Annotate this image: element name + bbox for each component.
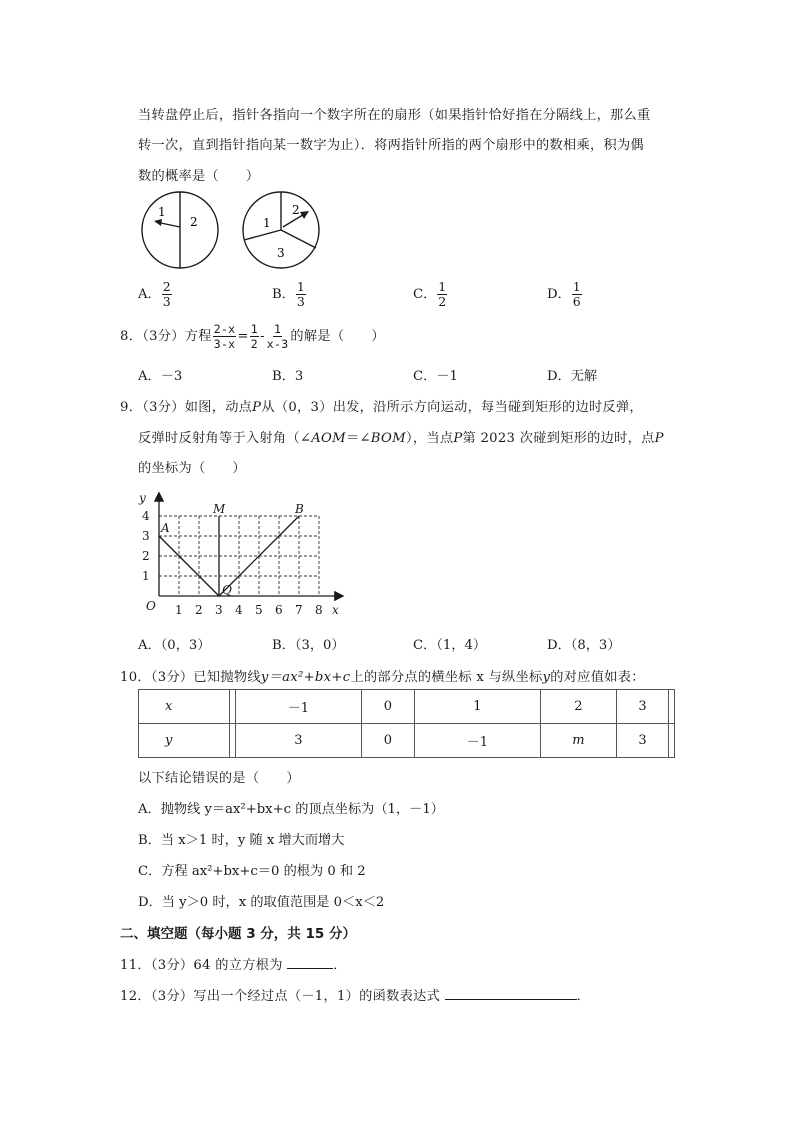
table-cell: 2: [541, 690, 617, 724]
q9-line-1: [120, 396, 643, 415]
q7-option-d[interactable]: [547, 280, 583, 309]
frac-num: 1: [438, 279, 447, 294]
frac-den: 2: [250, 337, 258, 351]
point-m-label: M: [213, 502, 226, 516]
q10-prompt: 以下结论错误的是（ ）: [138, 771, 300, 786]
q8-prefix: 8．（3分）方程: [120, 329, 212, 344]
q8-option-d[interactable]: D．无解: [547, 369, 598, 384]
y-tick: 4: [142, 509, 150, 523]
answer-blank[interactable]: [445, 987, 577, 1000]
spinner-1-label: 1: [158, 205, 166, 219]
q8-suffix: 的解是（ ）: [290, 329, 385, 344]
text: 上的部分点的横坐标 x 与纵坐标: [350, 670, 543, 685]
q8-option-a[interactable]: A．－3: [138, 369, 183, 384]
y-axis-label: y: [139, 491, 146, 505]
table-cell: －1: [414, 724, 540, 758]
spinner-2-label: 1: [263, 216, 271, 230]
table-cell: 3: [616, 724, 669, 758]
frac-num: 1: [250, 322, 258, 336]
table-cell: 3: [235, 724, 361, 758]
q9-option-d[interactable]: D．（8，3）: [547, 638, 621, 653]
q12-text: 12．（3分）写出一个经过点（－1，1）的函数表达式: [120, 989, 441, 1004]
var-y: y: [542, 670, 551, 685]
q12-end: ．: [576, 989, 591, 1004]
frac-den: 2: [438, 294, 447, 309]
q7-option-b[interactable]: [272, 280, 307, 309]
x-tick: 4: [235, 603, 243, 617]
section-title: 二、填空题（每小题 3 分，共 15 分）: [120, 926, 356, 942]
y-tick: 1: [142, 569, 150, 583]
frac-num: 1: [273, 322, 282, 336]
x-tick: 6: [275, 603, 283, 617]
y-tick: 2: [142, 549, 150, 563]
q7-line-1: 当转盘停止后，指针各指向一个数字所在的扇形（如果指针恰好指在分隔线上，那么重: [138, 108, 651, 123]
frac-den: 6: [572, 294, 581, 309]
var-p: P: [654, 431, 664, 446]
option-letter: B．: [272, 287, 295, 302]
spinner-2-label: 2: [292, 203, 300, 217]
text: 从（0，3）出发，沿所示方向运动，每当碰到矩形的边时反弹，: [261, 400, 643, 415]
table-cell: －1: [235, 690, 361, 724]
text: 的对应值如表：: [550, 670, 645, 685]
frac-num: 1: [296, 279, 305, 294]
option-letter: A．: [138, 287, 161, 302]
x-axis-label: x: [332, 603, 339, 617]
table-cell: 0: [362, 724, 415, 758]
q8-option-b[interactable]: B．3: [272, 369, 304, 384]
q11: [120, 954, 347, 973]
x-tick: 3: [215, 603, 223, 617]
q9-option-b[interactable]: B．（3，0）: [272, 638, 345, 653]
x-tick: 2: [195, 603, 203, 617]
table-cell: [669, 690, 675, 724]
answer-blank[interactable]: [287, 956, 333, 969]
parabola-equation: y＝ax²+bx+c: [260, 670, 351, 685]
q9-coordinate-graph: [134, 488, 354, 618]
table-row-y: [139, 724, 675, 758]
q10-stem: [120, 666, 645, 685]
q10-option-d[interactable]: D．当 y＞0 时，x 的取值范围是 0＜x＜2: [138, 895, 385, 910]
q9-option-c[interactable]: C．（1，4）: [413, 638, 487, 653]
minus-sign: -: [259, 329, 265, 344]
angle-bom: BOM: [370, 431, 406, 446]
origin-label: O: [146, 599, 156, 613]
x-tick: 1: [175, 603, 183, 617]
q12: [120, 985, 590, 1004]
equals-sign: =: [237, 329, 249, 344]
q10-option-b[interactable]: B．当 x＞1 时，y 随 x 增大而增大: [138, 833, 345, 848]
q11-end: ．: [333, 958, 347, 973]
point-a-label: A: [161, 521, 170, 535]
spinner-figures: [134, 190, 334, 274]
var-p: P: [252, 400, 262, 415]
q10-option-c[interactable]: C．方程 ax²+bx+c＝0 的根为 0 和 2: [138, 864, 366, 879]
table-cell: x: [139, 690, 230, 724]
text: ＝∠: [345, 431, 371, 446]
q9-line-2: [138, 427, 664, 446]
path-a-to-q: [159, 536, 219, 596]
table-cell: [669, 724, 675, 758]
grid: [159, 516, 319, 596]
q8-stem: [120, 322, 385, 351]
q9-option-a[interactable]: A．（0，3）: [138, 638, 211, 653]
option-letter: C．: [413, 287, 437, 302]
x-tick: 5: [255, 603, 263, 617]
table-row-x: [139, 690, 675, 724]
table-cell: 3: [616, 690, 669, 724]
y-tick: 3: [142, 529, 150, 543]
q7-option-a[interactable]: [138, 280, 173, 309]
q10-option-a[interactable]: A．抛物线 y＝ax²+bx+c 的顶点坐标为（1，－1）: [138, 802, 444, 817]
frac-num: 2: [162, 279, 171, 294]
value-table: [138, 689, 675, 758]
angle-aom: AOM: [311, 431, 346, 446]
text: ），当点: [405, 431, 454, 446]
option-letter: D．: [547, 287, 571, 302]
spinner-1: [142, 192, 218, 268]
frac-den: x-3: [266, 337, 289, 351]
spinner-2: [243, 192, 319, 268]
q7-line-2: 转一次，直到指针指向某一数字为止）．将两指针所指的两个扇形中的数相乘，积为偶: [138, 138, 644, 153]
table-cell: y: [139, 724, 230, 758]
q7-line-3: 数的概率是（ ）: [138, 169, 260, 184]
text: 9．（3分）如图，动点: [120, 400, 253, 415]
frac-den: 3: [162, 294, 171, 309]
x-tick: 7: [295, 603, 303, 617]
point-b-label: B: [295, 502, 304, 516]
point-q-label: Q: [222, 583, 232, 597]
table-cell: m: [541, 724, 617, 758]
q11-text: 11．（3分）64 的立方根为: [120, 958, 283, 973]
frac-den: 3-x: [213, 337, 236, 351]
text: 第 2023 次碰到矩形的边时，点: [462, 431, 655, 446]
spinner-2-label: 3: [277, 246, 285, 260]
x-tick: 8: [315, 603, 323, 617]
frac-den: 3: [296, 294, 305, 309]
frac-num: 2-x: [213, 322, 236, 336]
table-cell: 0: [362, 690, 415, 724]
q8-option-c[interactable]: C．－1: [413, 369, 458, 384]
frac-num: 1: [572, 279, 581, 294]
q7-option-c[interactable]: [413, 280, 448, 309]
q9-line-3: 的坐标为（ ）: [138, 461, 246, 476]
text: 10．（3分）已知抛物线: [120, 670, 261, 685]
text: 反弹时反射角等于入射角（∠: [138, 431, 312, 446]
var-p: P: [453, 431, 463, 446]
spinner-1-label: 2: [190, 215, 198, 229]
table-cell: 1: [414, 690, 540, 724]
